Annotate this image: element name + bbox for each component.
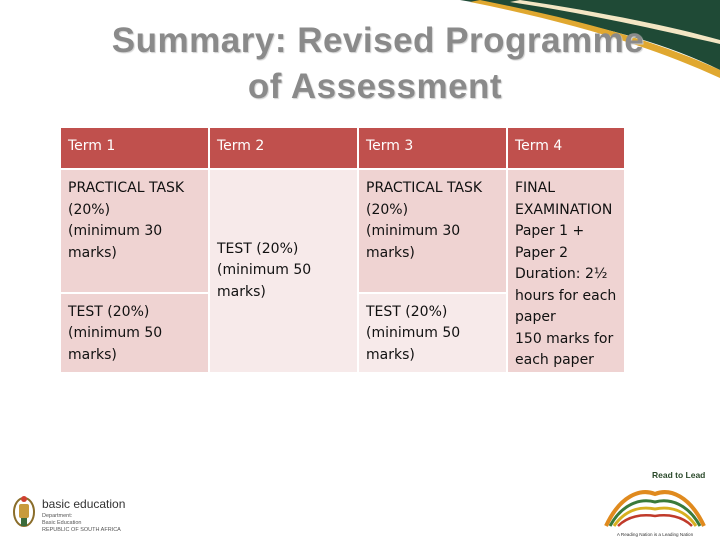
svg-text:Department:: Department: (42, 513, 73, 519)
cell-text: PRACTICAL TASK (20%) (minimum 30 marks) (68, 180, 185, 261)
header-term2: Term 2 (210, 128, 357, 168)
header-term1: Term 1 (61, 128, 208, 168)
svg-text:Basic Education: Basic Education (42, 520, 82, 526)
slide-title (0, 18, 720, 110)
header-term4: Term 4 (508, 128, 624, 168)
cell-term2-test (210, 170, 357, 372)
cell-term1-test (61, 294, 208, 372)
cell-text: TEST (20%) (minimum 50 marks) (366, 303, 461, 363)
slogan-text: A Reading Nation is a Leading Nation (616, 532, 694, 537)
cell-term3-test (359, 294, 506, 372)
read-to-lead-text: Read to Lead (652, 470, 706, 480)
cell-text: TEST (20%) (minimum 50 marks) (68, 303, 163, 363)
cell-term4-exam (508, 170, 624, 372)
dept-name-text: basic education (42, 497, 126, 511)
table-row (61, 170, 624, 292)
open-book-icon (606, 492, 704, 526)
cell-text: PRACTICAL TASK (20%) (minimum 30 marks) (366, 180, 483, 261)
read-to-lead-logo (600, 466, 710, 538)
cell-term3-practical (359, 170, 506, 292)
slide-title-line1: Summary: Revised Programme (111, 21, 645, 60)
assessment-table (59, 126, 626, 374)
header-term3: Term 3 (359, 128, 506, 168)
basic-education-logo (10, 488, 160, 536)
cell-text: FINAL EXAMINATION Paper 1 + Paper 2 Duration: 2½ hours for each paper 150 marks for each paper (515, 180, 617, 368)
cell-text: TEST (20%) (minimum 50 marks) (217, 240, 312, 300)
table-header-row (61, 128, 624, 168)
slide-title-line2: of Assessment (247, 67, 503, 106)
svg-text:REPUBLIC OF SOUTH AFRICA: REPUBLIC OF SOUTH AFRICA (42, 527, 121, 533)
coat-of-arms-icon (14, 496, 34, 526)
cell-term1-practical (61, 170, 208, 292)
